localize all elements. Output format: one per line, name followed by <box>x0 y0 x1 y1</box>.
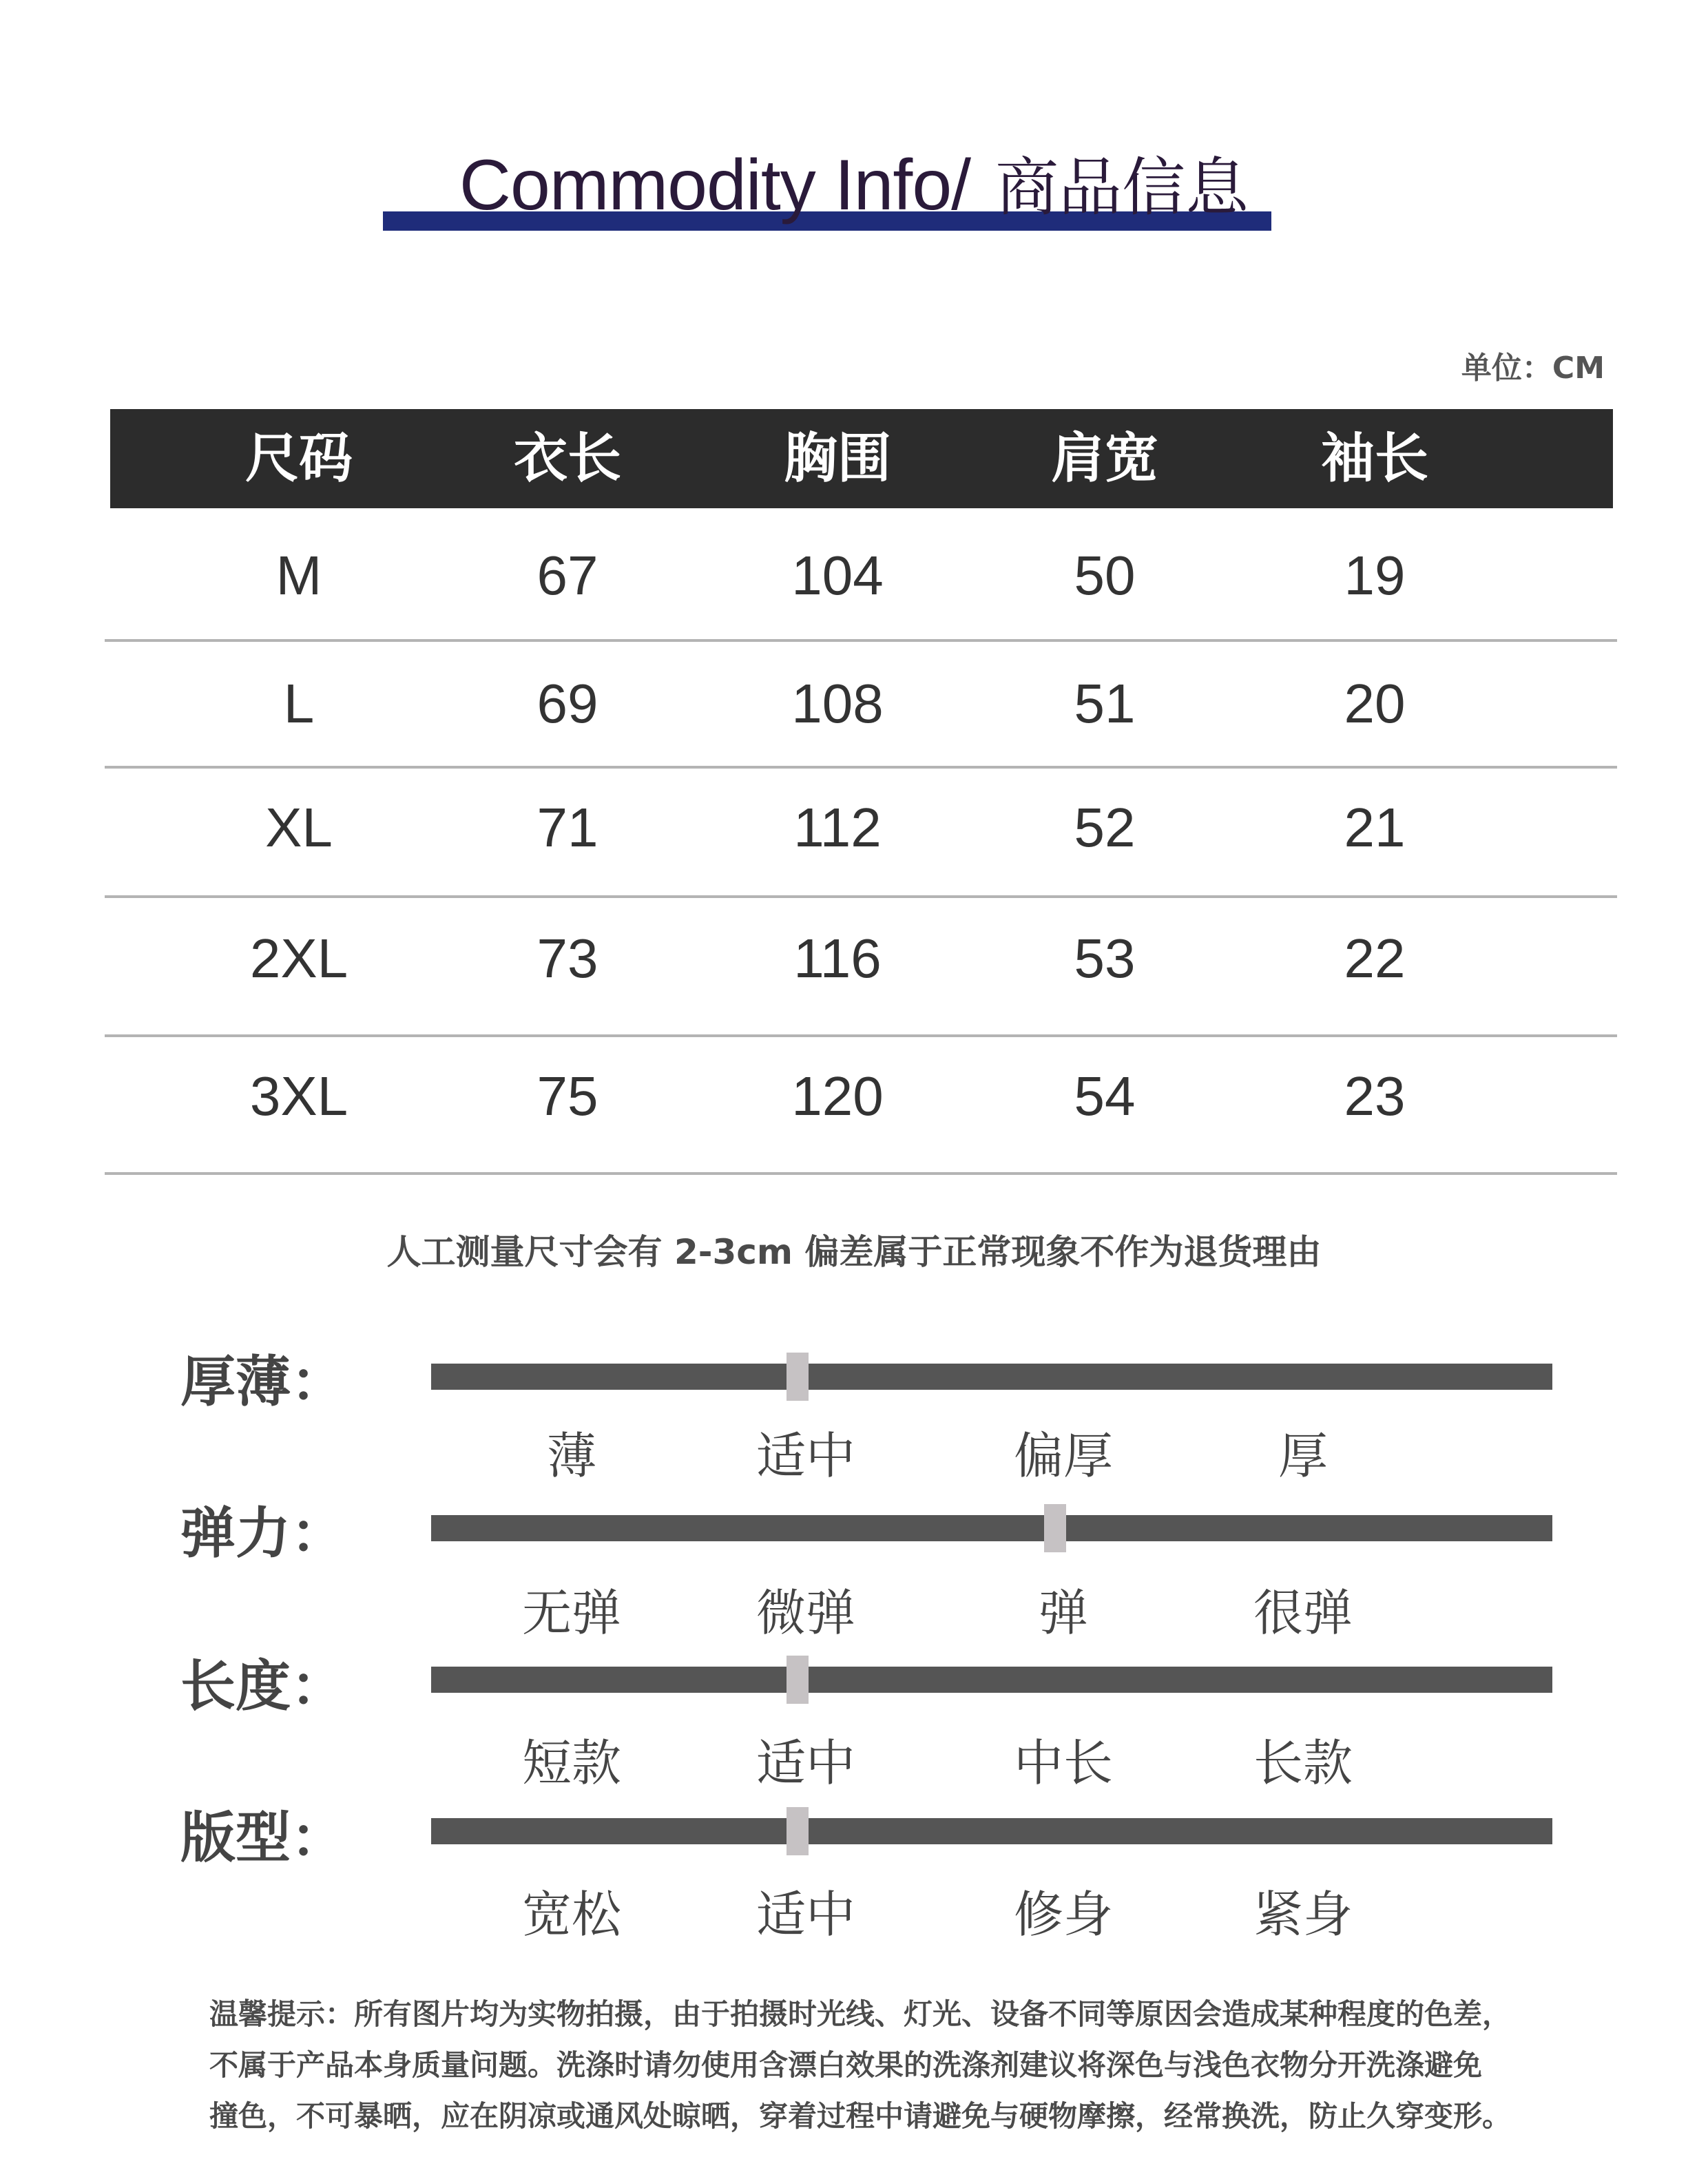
cell-size: 2XL <box>249 928 348 989</box>
column-header-chest: 胸围 <box>783 428 891 490</box>
attribute-label-fit: 版型： <box>180 1806 346 1870</box>
thickness-indicator <box>787 1353 809 1401</box>
care-tips <box>209 1989 1559 2142</box>
column-header-sleeve: 袖长 <box>1320 428 1428 490</box>
cell-length: 71 <box>537 797 598 858</box>
cell-chest: 120 <box>791 1065 884 1127</box>
elasticity-option: 弹 <box>1038 1584 1088 1642</box>
cell-length: 67 <box>537 545 598 606</box>
column-header-size: 尺码 <box>244 428 353 490</box>
cell-shoulder: 52 <box>1074 797 1136 858</box>
cell-chest: 108 <box>791 673 884 734</box>
cell-sleeve: 19 <box>1344 545 1406 606</box>
attribute-label-elasticity: 弹力： <box>180 1501 346 1565</box>
fit-track <box>431 1818 1552 1844</box>
row-divider <box>105 895 1617 898</box>
cell-size: XL <box>265 797 333 858</box>
fit-option: 适中 <box>756 1886 855 1943</box>
length-indicator <box>787 1656 809 1704</box>
cell-sleeve: 20 <box>1344 673 1406 734</box>
column-header-length: 衣长 <box>513 428 621 490</box>
thickness-option: 偏厚 <box>1013 1427 1113 1485</box>
cell-size: M <box>275 545 322 606</box>
thickness-option: 厚 <box>1278 1427 1328 1485</box>
row-divider <box>105 1172 1617 1175</box>
cell-sleeve: 22 <box>1344 928 1406 989</box>
elasticity-option: 很弹 <box>1253 1584 1353 1642</box>
elasticity-option: 微弹 <box>756 1584 855 1642</box>
cell-chest: 116 <box>793 928 882 989</box>
table-row <box>105 672 1617 741</box>
unit-label: 单位：CM <box>1461 351 1605 386</box>
cell-shoulder: 50 <box>1074 545 1136 606</box>
cell-size: 3XL <box>249 1065 348 1127</box>
cell-length: 73 <box>537 928 598 989</box>
title-en: Commodity Info/ <box>459 145 971 225</box>
cell-size: L <box>283 673 315 734</box>
table-row <box>105 544 1617 613</box>
cell-length: 69 <box>537 673 598 734</box>
elasticity-indicator <box>1044 1504 1066 1552</box>
fit-option: 紧身 <box>1253 1886 1353 1943</box>
column-header-shoulder: 肩宽 <box>1050 428 1158 490</box>
cell-chest: 112 <box>793 797 882 858</box>
tips-line: 不属于产品本身质量问题。洗涤时请勿使用含漂白效果的洗涤剂建议将深色与浅色衣物分开洗涤避免 <box>209 2048 1483 2082</box>
row-divider <box>105 639 1617 642</box>
fit-indicator <box>787 1807 809 1855</box>
row-divider <box>105 1034 1617 1037</box>
length-option: 中长 <box>1013 1734 1113 1792</box>
cell-length: 75 <box>537 1065 598 1127</box>
table-row <box>105 796 1617 865</box>
thickness-option: 薄 <box>546 1427 596 1485</box>
tips-line: 温馨提示：所有图片均为实物拍摄，由于拍摄时光线、灯光、设备不同等原因会造成某种程度的色差， <box>209 1997 1512 2031</box>
table-row <box>105 927 1617 996</box>
size-table-header <box>110 409 1613 508</box>
measurement-note: 人工测量尺寸会有 2-3cm 偏差属于正常现象不作为退货理由 <box>386 1232 1322 1272</box>
length-option: 适中 <box>756 1734 855 1792</box>
attribute-label-length: 长度： <box>180 1654 346 1718</box>
attribute-label-thickness: 厚薄： <box>180 1350 346 1414</box>
fit-option: 修身 <box>1013 1886 1113 1943</box>
elasticity-track <box>431 1515 1552 1541</box>
cell-shoulder: 54 <box>1074 1065 1136 1127</box>
tips-line: 撞色，不可暴晒，应在阴凉或通风处晾晒，穿着过程中请避免与硬物摩擦，经常换洗，防止久穿变形。 <box>209 2099 1512 2133</box>
title-cn: 商品信息 <box>995 151 1249 225</box>
length-option: 长款 <box>1253 1734 1353 1792</box>
cell-chest: 104 <box>791 545 884 606</box>
cell-shoulder: 51 <box>1074 673 1136 734</box>
cell-sleeve: 21 <box>1344 797 1406 858</box>
fit-option: 宽松 <box>521 1886 621 1943</box>
table-row <box>105 1065 1617 1134</box>
thickness-option: 适中 <box>756 1427 855 1485</box>
elasticity-option: 无弹 <box>521 1584 621 1642</box>
cell-sleeve: 23 <box>1344 1065 1406 1127</box>
thickness-track <box>431 1364 1552 1390</box>
row-divider <box>105 766 1617 769</box>
length-track <box>431 1667 1552 1693</box>
length-option: 短款 <box>521 1734 621 1792</box>
cell-shoulder: 53 <box>1074 928 1136 989</box>
page-title <box>0 143 1708 229</box>
